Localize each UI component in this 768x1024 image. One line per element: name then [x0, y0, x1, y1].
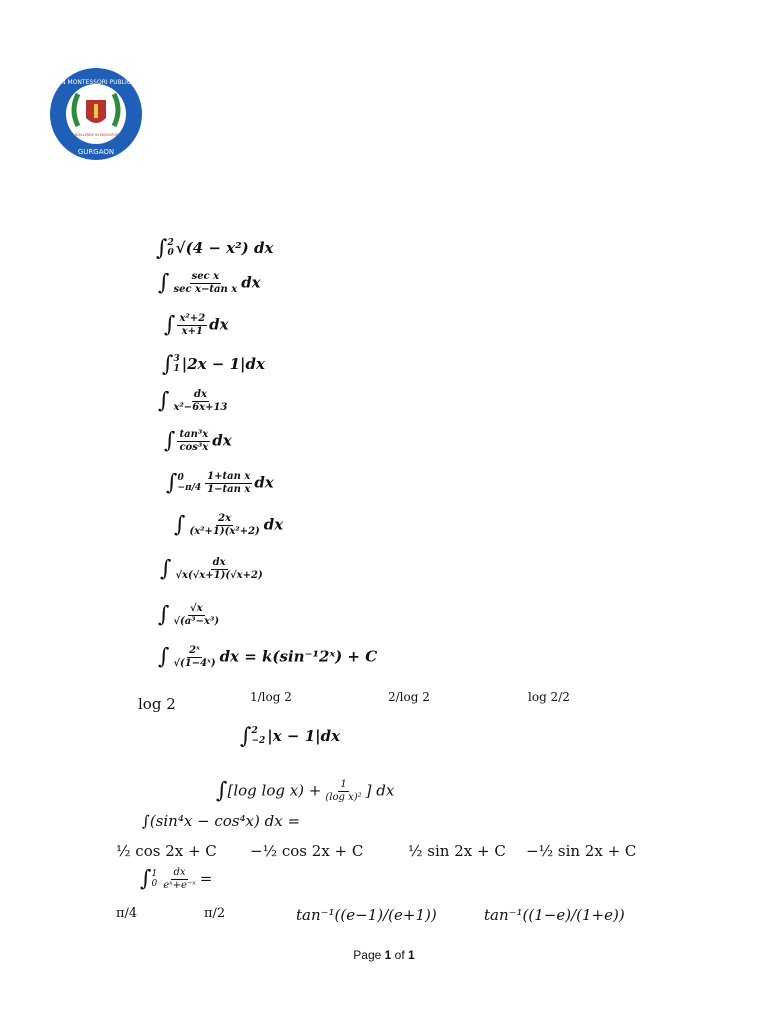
option-q15-c: tan⁻¹((e−1)/(e+1)) [296, 906, 437, 924]
question-1: ∫ 2 0 √(4 − x²) dx [156, 236, 274, 261]
question-8: ∫ $\frac{2x}{\text{(x²+1)(x²+2)}}$ dx [174, 512, 284, 538]
question-9: ∫ $\frac{dx}{√x(√x+1)(√x+2)}$ [160, 556, 263, 582]
school-logo [33, 66, 159, 162]
option-q15-a: π/4 [116, 906, 138, 921]
question-2: ∫ $\frac{\text{sec x}}{\text{sec x−tan x}}$ dx [158, 270, 261, 296]
option-q14-d: −½ sin 2x + C [526, 842, 637, 860]
option-q11-c: 2/log 2 [388, 690, 430, 704]
logo-city-text: GURGAON [77, 148, 115, 156]
option-q11-d: log 2/2 [528, 690, 570, 704]
question-14: ∫(sin⁴x − cos⁴x) dx = [142, 812, 301, 830]
question-11: ∫ $\frac{\text{2ˣ}}{\text{√(1−4ˣ)}}$ dx = k(sin⁻¹2ˣ) + C [158, 644, 378, 670]
of-word: of [394, 948, 405, 962]
question-4: ∫ 3 1 |2x − 1|dx [162, 352, 265, 377]
option-q14-a: ½ cos 2x + C [116, 842, 217, 860]
option-q11-b: 1/log 2 [250, 690, 292, 704]
option-q15-d: tan⁻¹((1−e)/(1+e)) [484, 906, 625, 924]
option-q15-b: π/2 [204, 906, 226, 921]
question-13: ∫[log log x) + $\frac{1}{\text{(log x)²}}$ ] dx [216, 778, 395, 804]
page-total: 1 [408, 948, 415, 962]
page-footer [0, 948, 768, 962]
question-6: ∫ $\frac{\text{tan³x}}{\text{cos³x}}$ dx [164, 428, 232, 454]
option-q14-c: ½ sin 2x + C [408, 842, 506, 860]
option-q11-a: log 2 [138, 695, 176, 713]
question-15: ∫ 1 0 $\frac{dx}{\text{eˣ+e⁻ˣ}}$ = [140, 866, 213, 892]
question-7: ∫ 0 −π/4 $\frac{\text{1+tan x}}{\text{1−tan x}}$ dx [166, 470, 274, 496]
page-word: Page [353, 948, 382, 962]
question-10: ∫ $\frac{√x}{\text{√(a³−x³)}}$ [158, 602, 220, 628]
question-12: ∫ 2 −2 |x − 1|dx [240, 724, 341, 749]
logo-arc-text: AMERICAN MONTESSORI PUBLIC SCHOOL [33, 79, 159, 86]
question-5: ∫ $\frac{dx}{\text{x²−6x+13}}$ [158, 388, 228, 414]
option-q14-b: −½ cos 2x + C [250, 842, 364, 860]
question-3: ∫ $\frac{\text{x²+2}}{x+1}$ dx [164, 312, 229, 338]
logo-motto: EXCELLENCE IN EDUCATION [72, 133, 120, 137]
page-number: 1 [384, 948, 392, 962]
